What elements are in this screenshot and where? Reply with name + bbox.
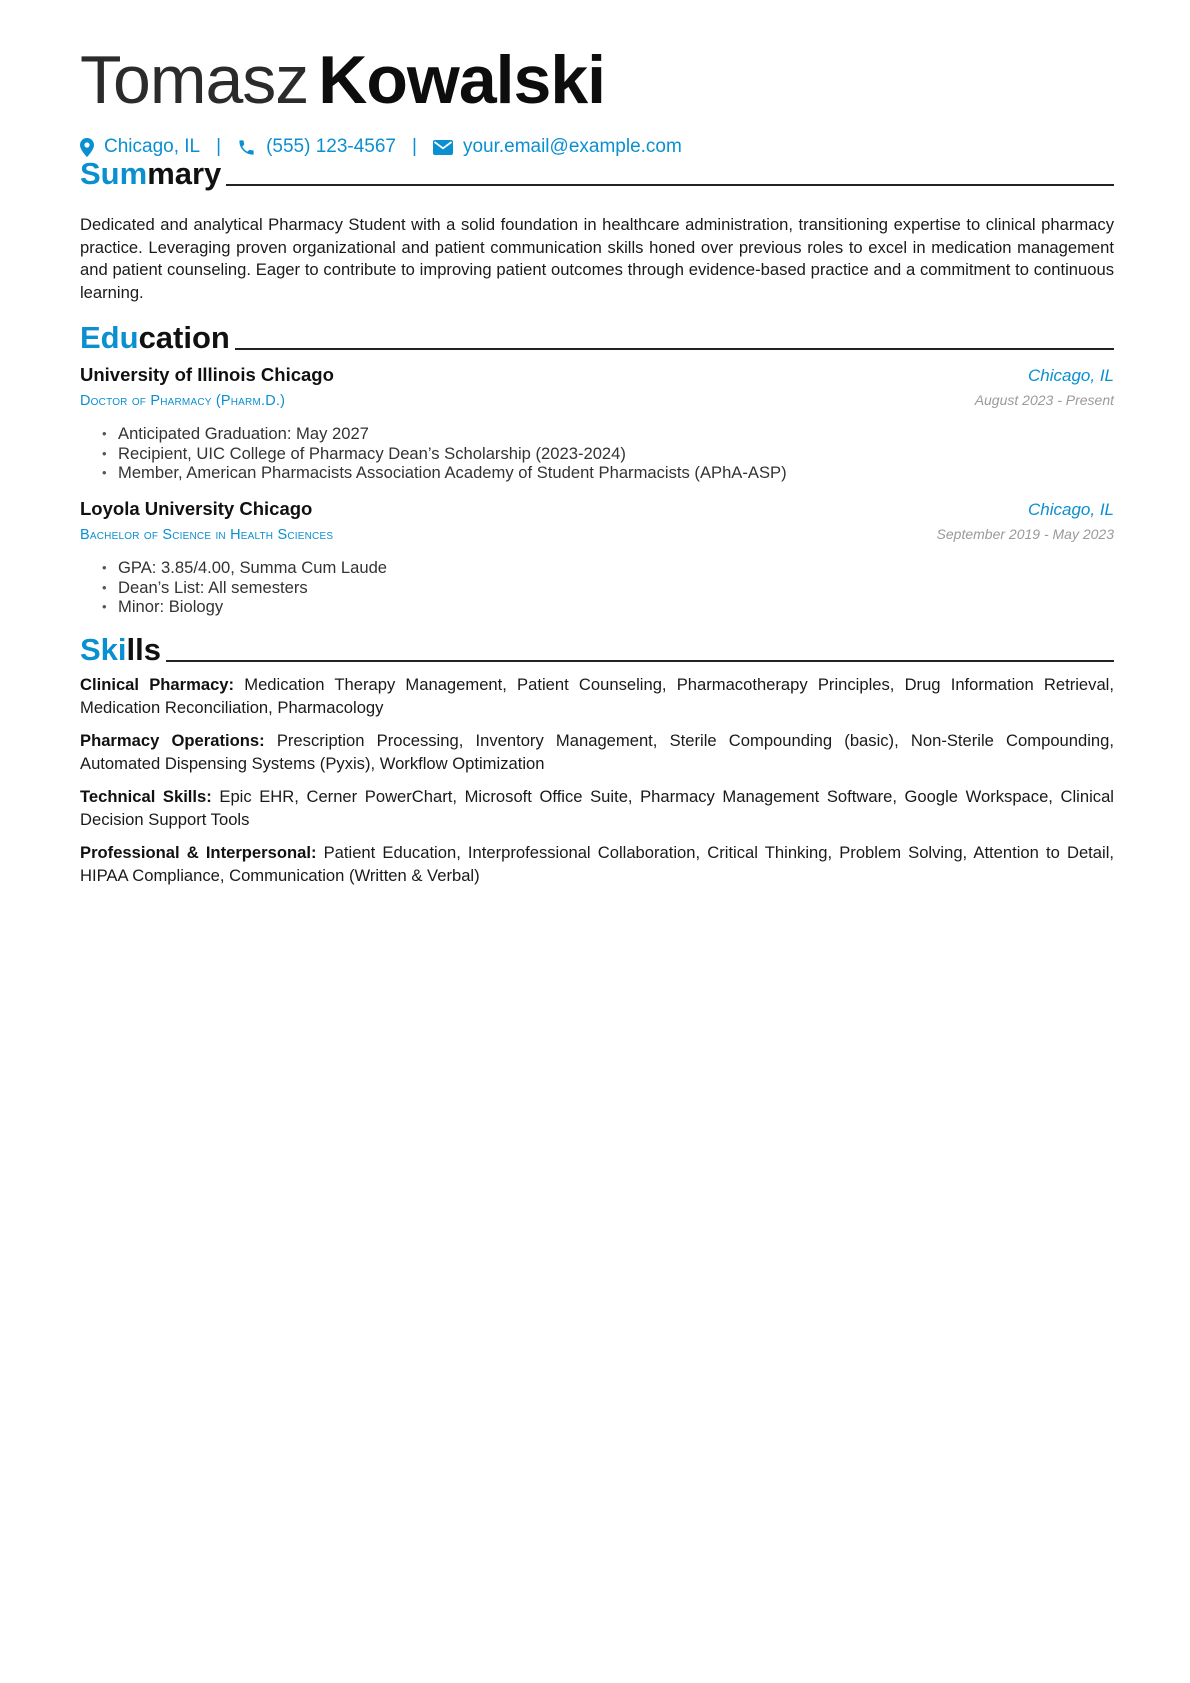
contact-separator: | xyxy=(216,136,222,157)
title-rest: lls xyxy=(126,632,161,667)
section-rule xyxy=(166,660,1114,662)
section-rule xyxy=(226,184,1114,186)
skill-text: Epic EHR, Cerner PowerChart, Microsoft Office Suite, Pharmacy Management Software, Google Workspace, Clinical Decision Support Tools xyxy=(80,787,1114,829)
list-item: • Minor: Biology xyxy=(118,597,1114,617)
section-title xyxy=(80,320,230,356)
title-accent: Ski xyxy=(80,632,127,667)
degree-title: Doctor of Pharmacy (Pharm.D.) xyxy=(80,393,286,409)
location-text: Chicago, IL xyxy=(104,136,201,157)
first-name: Tomasz xyxy=(80,42,309,118)
list-item: • Dean’s List: All semesters xyxy=(118,578,1114,598)
title-accent: Sum xyxy=(80,156,148,191)
skill-group xyxy=(80,730,1114,775)
title-rest: mary xyxy=(147,156,222,191)
skill-text: Patient Education, Interprofessional Collaboration, Critical Thinking, Problem Solving, Attention to Detail, HIPAA Compliance, Communication (Written & Verbal) xyxy=(80,843,1114,885)
skill-group xyxy=(80,842,1114,887)
skill-text: Medication Therapy Management, Patient Counseling, Pharmacotherapy Principles, Drug Information Retrieval, Medication Reconciliation, Pharmacology xyxy=(80,675,1114,717)
skill-group xyxy=(80,786,1114,831)
last-name: Kowalski xyxy=(318,42,606,118)
bullet-list xyxy=(80,424,1114,483)
education-entry xyxy=(80,496,1114,617)
skills-heading xyxy=(80,628,1114,668)
institution-location: Chicago, IL xyxy=(1028,366,1114,385)
institution-name: Loyola University Chicago xyxy=(80,498,313,519)
skill-label: Technical Skills: xyxy=(80,787,212,806)
date-range: September 2019 - May 2023 xyxy=(936,526,1114,542)
summary-text: Dedicated and analytical Pharmacy Student with a solid foundation in healthcare administration, transitioning expertise to clinical pharmacy practice. Leveraging proven organizational and patient communication skills honed over previous roles to excel in medication management and patient counseling. Eager to contribute to improving patient outcomes through evidence-based practice and a commitment to continuous learning. xyxy=(80,215,1114,302)
contact-separator: | xyxy=(412,136,417,157)
title-accent: Edu xyxy=(80,320,139,355)
skill-label: Pharmacy Operations: xyxy=(80,731,265,750)
education-entry xyxy=(80,362,1114,483)
list-item: • Recipient, UIC College of Pharmacy Dean’s Scholarship (2023-2024) xyxy=(118,444,1114,464)
candidate-name xyxy=(80,40,605,120)
section-title xyxy=(80,632,161,668)
institution-name: University of Illinois Chicago xyxy=(80,364,334,385)
skill-text: Prescription Processing, Inventory Management, Sterile Compounding (basic), Non-Sterile Compounding, Automated Dispensing Systems (Pyxis), Workflow Optimization xyxy=(80,731,1114,773)
bullet-list xyxy=(80,558,1114,617)
institution-location: Chicago, IL xyxy=(1028,500,1114,519)
summary-heading xyxy=(80,152,1114,192)
skill-group xyxy=(80,674,1114,719)
list-item: • Anticipated Graduation: May 2027 xyxy=(118,424,1114,444)
list-item: • GPA: 3.85/4.00, Summa Cum Laude xyxy=(118,558,1114,578)
phone-text: (555) 123-4567 xyxy=(266,136,396,157)
skill-label: Clinical Pharmacy: xyxy=(80,675,235,694)
skill-label: Professional & Interpersonal: xyxy=(80,843,317,862)
degree-title: Bachelor of Science in Health Sciences xyxy=(80,527,334,543)
education-heading xyxy=(80,316,1114,356)
section-title xyxy=(80,156,221,192)
email-link: your.email@example.com xyxy=(462,136,682,157)
title-rest: cation xyxy=(138,320,230,355)
list-item: • Member, American Pharmacists Association Academy of Student Pharmacists (APhA-ASP) xyxy=(118,463,1114,483)
date-range: August 2023 - Present xyxy=(974,392,1114,408)
section-rule xyxy=(235,348,1114,350)
